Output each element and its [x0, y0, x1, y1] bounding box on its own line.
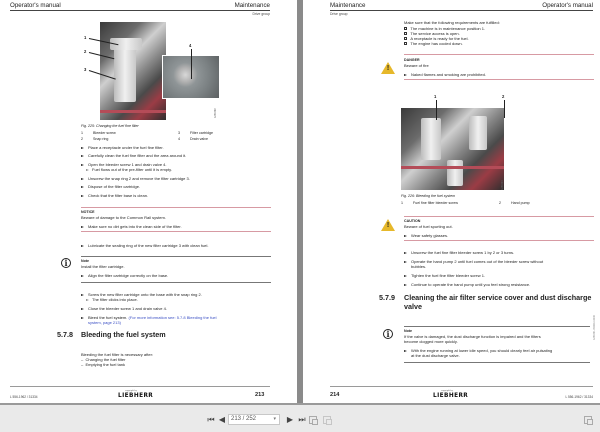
legend-drain-valve: Drain valve	[190, 137, 208, 141]
header-rule	[10, 10, 270, 11]
liebherr-logo: LIEBHERR	[433, 393, 469, 399]
list-item: – Emptying the fuel tank	[81, 362, 126, 367]
page-number: 213	[255, 392, 265, 398]
step-result: Fuel flows out of the pre-filter until it is empty.	[86, 167, 172, 172]
header-chapter: Maintenance	[330, 2, 366, 9]
page-dropdown-arrow-icon[interactable]: ▾	[273, 416, 276, 422]
step: Carefully clean the fuel fine filter and the area around it.	[81, 153, 186, 158]
notice-text: Beware of damage to the Common Rail system.	[81, 215, 166, 220]
caution-title: CAUTION	[404, 219, 421, 223]
callout-1: 1	[434, 94, 437, 99]
step: Bleed the fuel system. (For more information see: 5.7.8 Bleeding the fuel	[81, 315, 217, 320]
figure-caption: Fig. 226: Bleeding the fuel system	[401, 194, 456, 198]
step: Dispose of the filter cartridge.	[81, 184, 140, 189]
caution-step: Wear safety glasses.	[404, 233, 448, 238]
step: Lubricate the sealing ring of the new filter cartridge 3 with clean fuel.	[81, 243, 209, 248]
warning-icon: !	[381, 219, 395, 231]
page-213: Operator's manual Maintenance Drive group 1 2 3 4 A456789 Fig. 225: Changing the fuel fine filter 1 Bleeder screw 3 Filter cartridge 2 Snap ring 4 Drain valve Place a receptacle under the fuel fine filter. Carefully clean the fuel fine filter and the area around it. Open the bleeder screw 1 and drain valve 4. Fuel flows out of the pre-filter until it is empty. Unscrew the snap ring 2 and remove the filter cartridge 3. Dispose of the filter cartridge. Check that the filter base is clean. NOTICE Beware of damage to the Common Rail system. Make sure no dirt gets into the clean side of the filter. Lubricate the sealing ring of the new filter cartridge 3 with clean fuel. i Note Install the filter cartridge. Align the filter cartridge correctly on the base. Screw the new filter cartridge onto the base with the snap ring 2. The filter clicks into place. Close the bleeder screw 1 and drain valve 4. Bleed the fuel system. (For more information see: 5.7.8 Bleeding the fuel system, page 213) 5.7.8 Bleeding the fuel system Bleeding the fuel filter is necessary after: – Changing the fuel filter – Emptying the fuel tank L 556-1962 / 31334 copyright by LIEBHERR 213	[0, 0, 297, 403]
requirement: The service access is open.	[404, 31, 460, 36]
section-title: Cleaning the air filter service cover and dust discharge	[404, 293, 592, 302]
page-number-input[interactable]: 213 / 252 ▾	[228, 414, 280, 425]
footer-doc-code: L 556-1962 / 31334	[565, 395, 593, 399]
footer-doc-code: L 556-1962 / 31334	[10, 395, 38, 399]
step: Unscrew the snap ring 2 and remove the filter cartridge 3.	[81, 176, 190, 181]
caution-text: Beware of fuel spurting out.	[404, 224, 453, 229]
note-text: If the valve is damaged, the dust discharge function is impaired and the filters	[404, 334, 541, 339]
bleeding-fuel-system-photo	[401, 108, 504, 190]
note-step: With the engine running at lower idle speed, you should clearly feel air pulsating	[404, 348, 552, 353]
header-subsection: Drive group	[252, 12, 270, 16]
note-text: Install the filter cartridge.	[81, 264, 125, 269]
page-214: Maintenance Operator's manual Drive group Make sure that the following requirements are fulfilled: The machine is in maintenance position 1. The service access is open. A receptacle is ready for the fuel. The engine has cooled down. ! DANGER Beware of fire Naked flames and smoking are prohibited. 1 2 A456790 Fig. 226: Bleeding the fuel system 1 Fuel fine filter bleeder screw 2 Hand pump ! CAUTION Beware of fuel spurting out. Wear safety glasses. Unscrew the fuel fine filter bleeder screw 1 by 2 or 3 turns. Operate the hand pump 2 until fuel comes out of the bleeder screw without bubbles. Tighten the fuel fine filter bleeder screw 1. Continue to operate the hand pump until you feel strong resistance. 5.7.9 Cleaning the air filter service cover and dust discharge valve A456791-B0000-10000 i Note If the valve is damaged, the dust discharge function is impaired and the filters become clogged more quickly. With the engine running at lower idle speed, you should clearly feel air pulsating at the dust discharge valve. 214 copyright by LIEBHERR L 556-1962 / 31334	[303, 0, 600, 403]
step: Operate the hand pump 2 until fuel comes out of the bleeder screw without	[404, 259, 543, 264]
danger-step: Naked flames and smoking are prohibited.	[404, 72, 486, 77]
first-page-button[interactable]: ⏮	[207, 415, 215, 424]
note-step: Align the filter cartridge correctly on the base.	[81, 273, 168, 278]
step: Tighten the fuel fine filter bleeder screw 1.	[404, 273, 485, 278]
note-title: Note	[81, 259, 89, 263]
requirement: A receptacle is ready for the fuel.	[404, 36, 469, 41]
danger-title: DANGER	[404, 58, 420, 62]
callout-2: 2	[502, 94, 505, 99]
legend-filter-cartridge: Filter cartridge	[190, 131, 213, 135]
page-navigation-toolbar	[0, 403, 600, 432]
list-item: – Changing the fuel filter	[81, 357, 126, 362]
requirement: The machine is in maintenance position 1.	[404, 26, 485, 31]
step: Place a receptacle under the fuel fine filter.	[81, 145, 164, 150]
danger-text: Beware of fire	[404, 63, 429, 68]
section-number: 5.7.8	[57, 330, 73, 339]
xref-link-bleeding[interactable]: (For more information see: 5.7.8 Bleeding the fuel	[128, 315, 217, 320]
notice-title: NOTICE	[81, 210, 95, 214]
fuel-filter-photo	[100, 22, 166, 120]
step: Continue to operate the hand pump until you feel strong resistance.	[404, 282, 530, 287]
previous-page-button[interactable]: ◀	[218, 415, 226, 424]
next-page-button[interactable]: ▶	[286, 415, 294, 424]
page-number: 214	[330, 392, 340, 398]
fit-page-icon[interactable]	[584, 416, 592, 424]
step-result: The filter clicks into place.	[86, 297, 138, 302]
two-page-view-icon[interactable]	[309, 416, 317, 424]
warning-icon: !	[381, 62, 395, 74]
step: Check that the filter base is clean.	[81, 193, 148, 198]
callout-1: 1	[84, 35, 87, 40]
legend-hand-pump: Hand pump	[511, 201, 530, 205]
single-page-view-icon[interactable]	[323, 416, 331, 424]
info-icon: i	[61, 258, 71, 268]
callout-3: 3	[84, 67, 87, 72]
notice-step: Make sure no dirt gets into the clean side of the filter.	[81, 224, 182, 229]
section-intro: Bleeding the fuel filter is necessary after:	[81, 352, 154, 357]
header-chapter: Maintenance	[234, 2, 270, 9]
header-manual-title: Operator's manual	[542, 2, 593, 9]
step: Close the bleeder screw 1 and drain valve 4.	[81, 306, 167, 311]
legend-bleeder-screw: Bleeder screw	[93, 131, 116, 135]
liebherr-logo: LIEBHERR	[118, 393, 154, 399]
section-number: 5.7.9	[379, 293, 395, 302]
info-icon: i	[383, 329, 393, 339]
xref-link-bleeding-cont[interactable]: system, page 213)	[88, 320, 121, 325]
step: Unscrew the fuel fine filter bleeder screw 1 by 2 or 3 turns.	[404, 250, 514, 255]
requirement: The engine has cooled down.	[404, 41, 463, 46]
header-manual-title: Operator's manual	[10, 2, 61, 9]
callout-4: 4	[189, 43, 192, 48]
note-title: Note	[404, 329, 412, 333]
legend-snap-ring: Snap ring	[93, 137, 109, 141]
legend-bleeder-screw: Fuel fine filter bleeder screw	[413, 201, 458, 205]
requirements-intro: Make sure that the following requirements are fulfilled:	[404, 20, 500, 25]
header-subsection: Drive group	[330, 12, 348, 16]
step: Screw the new filter cartridge onto the base with the snap ring 2.	[81, 292, 202, 297]
step: Open the bleeder screw 1 and drain valve 4.	[81, 162, 167, 167]
callout-2: 2	[84, 49, 87, 54]
last-page-button[interactable]: ⏭	[298, 415, 306, 424]
figure-caption: Fig. 225: Changing the fuel fine filter	[81, 124, 139, 128]
section-title: Bleeding the fuel system	[81, 330, 166, 339]
